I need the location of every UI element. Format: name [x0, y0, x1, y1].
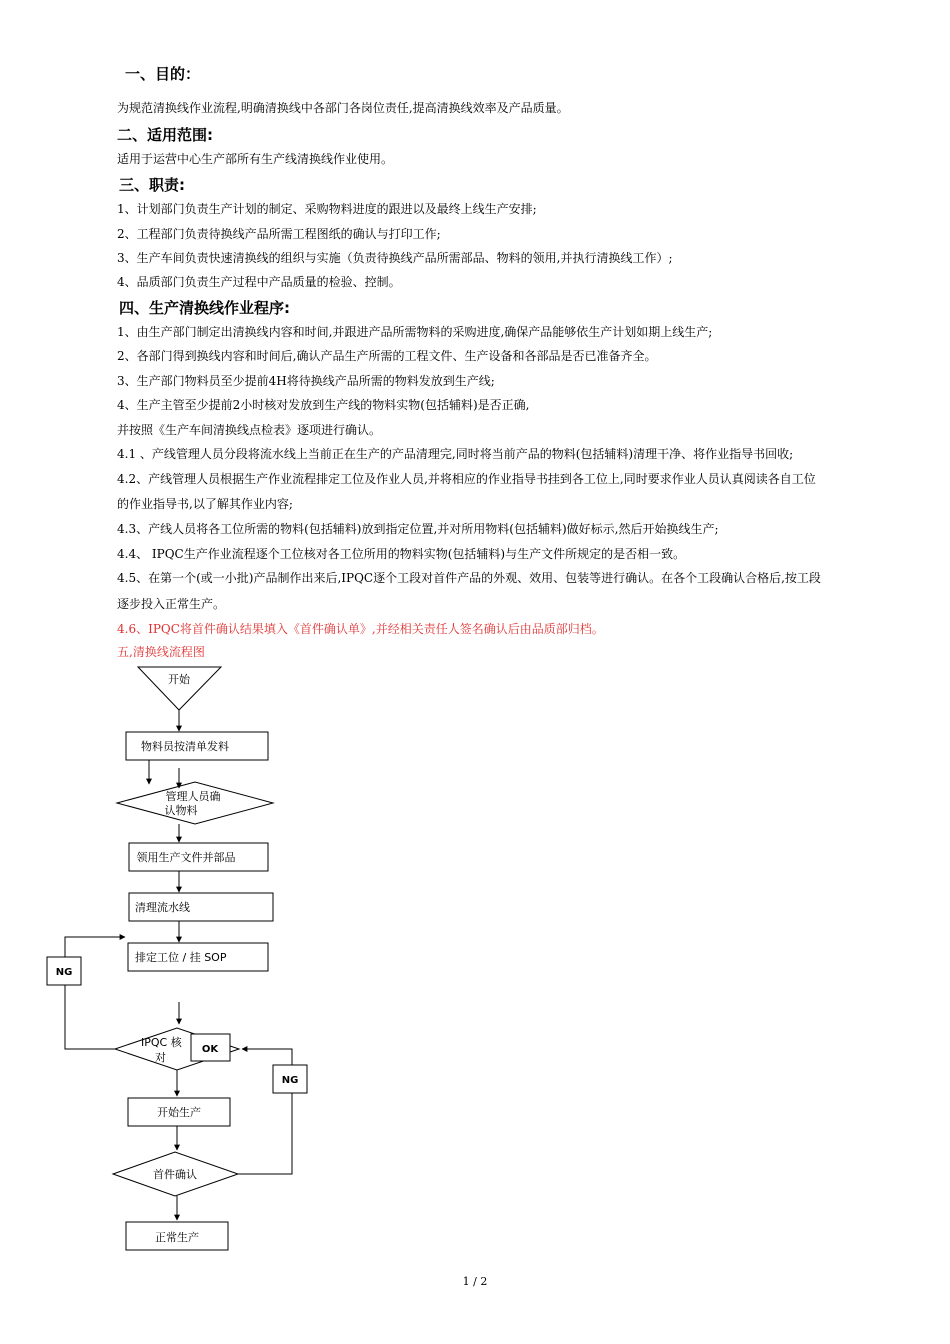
- get-docs-label: 领用生产文件并部品: [136, 851, 236, 864]
- procedure-item: 4.3、产线人员将各工位所需的物料(包括辅料)放到指定位置,并对所用物料(包括辅料)做好标示,然后开始换线生产;: [117, 522, 719, 536]
- arrange-sop-label: 排定工位 / 挂 SOP: [135, 951, 227, 964]
- ng-left-label: NG: [55, 967, 73, 978]
- heading-procedure: 四、生产清换线作业程序:: [119, 299, 290, 317]
- scope-text: 适用于运营中心生产部所有生产线清换线作业使用。: [117, 152, 394, 166]
- procedure-item: 逐步投入正常生产。: [117, 597, 226, 611]
- heading-scope: 二、适用范围:: [117, 126, 213, 144]
- confirm-material-label-1: 管理人员确: [165, 790, 221, 803]
- confirm-material-decision: [117, 782, 273, 824]
- ok-label: OK: [201, 1044, 219, 1055]
- clean-line-label: 清理流水线: [135, 901, 190, 914]
- page-number: 1 / 2: [462, 1275, 488, 1288]
- purpose-text: 为规范清换线作业流程,明确清换线中各部门各岗位责任,提高清换线效率及产品质量。: [117, 101, 569, 115]
- ipqc-label-1: IPQC 核: [141, 1036, 182, 1049]
- duty-item: 2、工程部门负责待换线产品所需工程图纸的确认与打印工作;: [117, 227, 441, 241]
- start-label: 开始: [168, 673, 190, 686]
- procedure-item: 4.4、 IPQC生产作业流程逐个工位核对各工位所用的物料实物(包括辅料)与生产文件所规定的是否相一致。: [117, 547, 686, 561]
- procedure-item: 1、由生产部门制定出清换线内容和时间,并跟进产品所需物料的采购进度,确保产品能够依生产计划如期上线生产;: [117, 325, 713, 339]
- heading-duties: 三、职责:: [119, 176, 185, 194]
- heading-purpose: 一、目的：: [125, 65, 201, 83]
- procedure-item: 4.5、在第一个(或一小批)产品制作出来后,IPQC逐个工段对首件产品的外观、效用、包装等进行确认。在各个工段确认合格后,按工段: [117, 571, 821, 585]
- procedure-item: 并按照《生产车间清换线点检表》逐项进行确认。: [117, 423, 382, 437]
- normal-production-label: 正常生产: [155, 1231, 199, 1244]
- procedure-item: 的作业指导书,以了解其作业内容;: [117, 497, 293, 511]
- issue-material-label: 物料员按清单发料: [141, 740, 229, 753]
- procedure-item: 4.1 、产线管理人员分段将流水线上当前正在生产的产品清理完,同时将当前产品的物料(包括辅料)清理干净、将作业指导书回收;: [117, 447, 794, 461]
- start-production-label: 开始生产: [157, 1106, 201, 1119]
- flowchart-title: 五,清换线流程图: [117, 645, 205, 659]
- procedure-item: 4、生产主管至少提前2小时核对发放到生产线的物料实物(包括辅料)是否正确,: [117, 398, 530, 412]
- ng-right-label: NG: [281, 1075, 299, 1086]
- ipqc-label-2: 对: [155, 1051, 166, 1064]
- procedure-item: 2、各部门得到换线内容和时间后,确认产品生产所需的工程文件、生产设备和各部品是否已准备齐全。: [117, 349, 657, 363]
- duty-item: 4、品质部门负责生产过程中产品质量的检验、控制。: [117, 275, 401, 289]
- procedure-item: 4.2、产线管理人员根据生产作业流程排定工位及作业人员,并将相应的作业指导书挂到各工位上,同时要求作业人员认真阅读各自工位: [117, 472, 816, 486]
- duty-item: 3、生产车间负责快速清换线的组织与实施（负责待换线产品所需部品、物料的领用,并执行清换线工作）;: [117, 251, 673, 265]
- procedure-item: 3、生产部门物料员至少提前4H将待换线产品所需的物料发放到生产线;: [117, 374, 495, 388]
- confirm-material-label-2: 认物料: [164, 804, 198, 817]
- first-article-label: 首件确认: [153, 1168, 197, 1181]
- duty-item: 1、计划部门负责生产计划的制定、采购物料进度的跟进以及最终上线生产安排;: [117, 202, 537, 216]
- procedure-item-highlight: 4.6、IPQC将首件确认结果填入《首件确认单》,并经相关责任人签名确认后由品质部归档。: [117, 622, 604, 636]
